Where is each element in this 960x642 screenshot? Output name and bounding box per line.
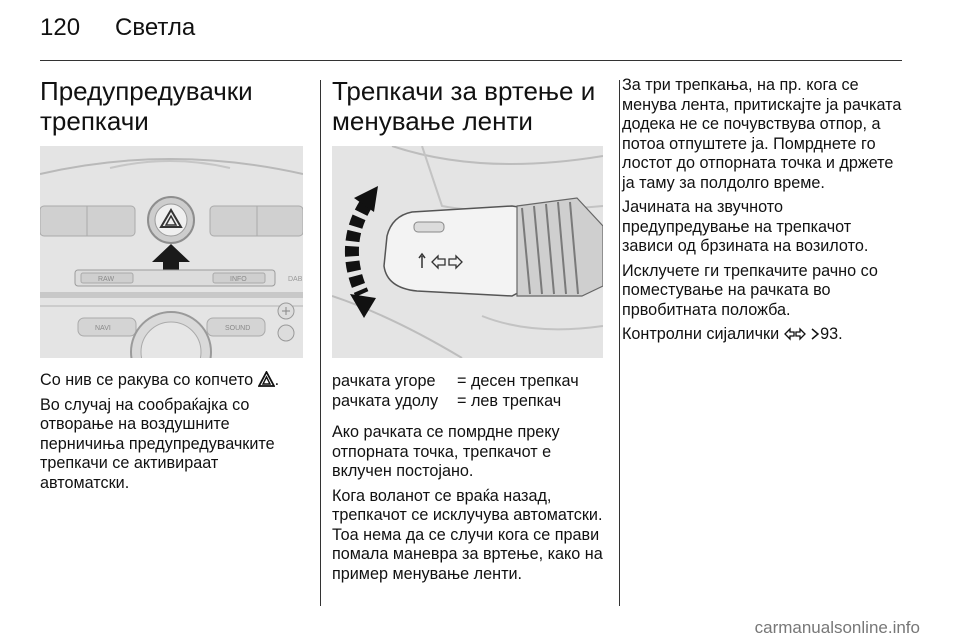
column-divider xyxy=(320,80,321,606)
legend-row xyxy=(332,392,603,412)
sound-label: SOUND xyxy=(225,325,251,332)
hazard-section xyxy=(40,76,303,493)
page-reference-link[interactable]: 93. xyxy=(820,325,843,343)
turn-signal-section xyxy=(332,76,603,584)
turn-legend xyxy=(332,372,603,411)
legend-value: = десен трепкач xyxy=(457,372,579,390)
lane-change-paragraph-1: За три трепкања, на пр. кога се менува лента, притискајте ја рачката додека не се почувствува отпор, а потоа отпуштете ја. Помрднете го лостот до отпорната точка и држете ја таму за полдолго време. xyxy=(622,76,902,192)
navi-label: NAVI xyxy=(95,325,111,332)
legend-key: рачката угоре xyxy=(332,372,436,390)
turn-indicator-arrows-icon xyxy=(784,327,806,341)
legend-row xyxy=(332,372,603,392)
dab-label: DAB xyxy=(288,276,303,283)
lane-change-paragraph-4: Контролни сијалички 93. xyxy=(622,325,843,343)
dashboard-illustration xyxy=(40,146,303,358)
page-number: 120 xyxy=(40,14,81,41)
hazard-button-figure xyxy=(40,146,303,358)
turn-lever-figure xyxy=(332,146,603,358)
hazard-triangle-icon xyxy=(258,371,275,387)
section-title: Светла xyxy=(115,14,196,41)
info-label: INFO xyxy=(230,276,247,283)
turn-paragraph-2: Кога воланот се враќа назад, трепкачот се исклучува автоматски. Тоа нема да се случи кога се прави помала маневра за вртење, како на пример менување ленти. xyxy=(332,486,603,583)
hazard-heading: Предупредувачки трепкачи xyxy=(40,76,253,136)
turn-signal-heading: Трепкачи за вртење и менување ленти xyxy=(332,76,596,136)
legend-value: = лев трепкач xyxy=(457,391,562,410)
hazard-paragraph-1: Со нив се ракува со копчето . xyxy=(40,371,280,389)
legend-key: рачката удолу xyxy=(332,391,439,410)
hazard-paragraph-2: Во случај на сообраќајка со отворање на воздушните перничиња предупредувачките трепкачи се активираат автоматски. xyxy=(40,395,275,492)
lane-change-section xyxy=(622,76,904,345)
page-reference-icon xyxy=(810,327,820,341)
lane-change-paragraph-2: Јачината на звучното предупредување на трепкачот зависи од брзината на возилото. xyxy=(622,198,869,255)
lane-change-paragraph-3: Исклучете ги трепкачите рачно со поместување на рачката во првобитната положба. xyxy=(622,261,878,319)
watermark: carmanualsonline.info xyxy=(754,618,920,637)
header-rule xyxy=(40,60,902,61)
turn-lever-illustration xyxy=(332,146,603,358)
turn-paragraph-1: Ако рачката се помрдне преку отпорната точка, трепкачот е вклучен постојано. xyxy=(332,423,560,480)
raw-label: RAW xyxy=(98,276,115,283)
column-divider xyxy=(619,80,620,606)
